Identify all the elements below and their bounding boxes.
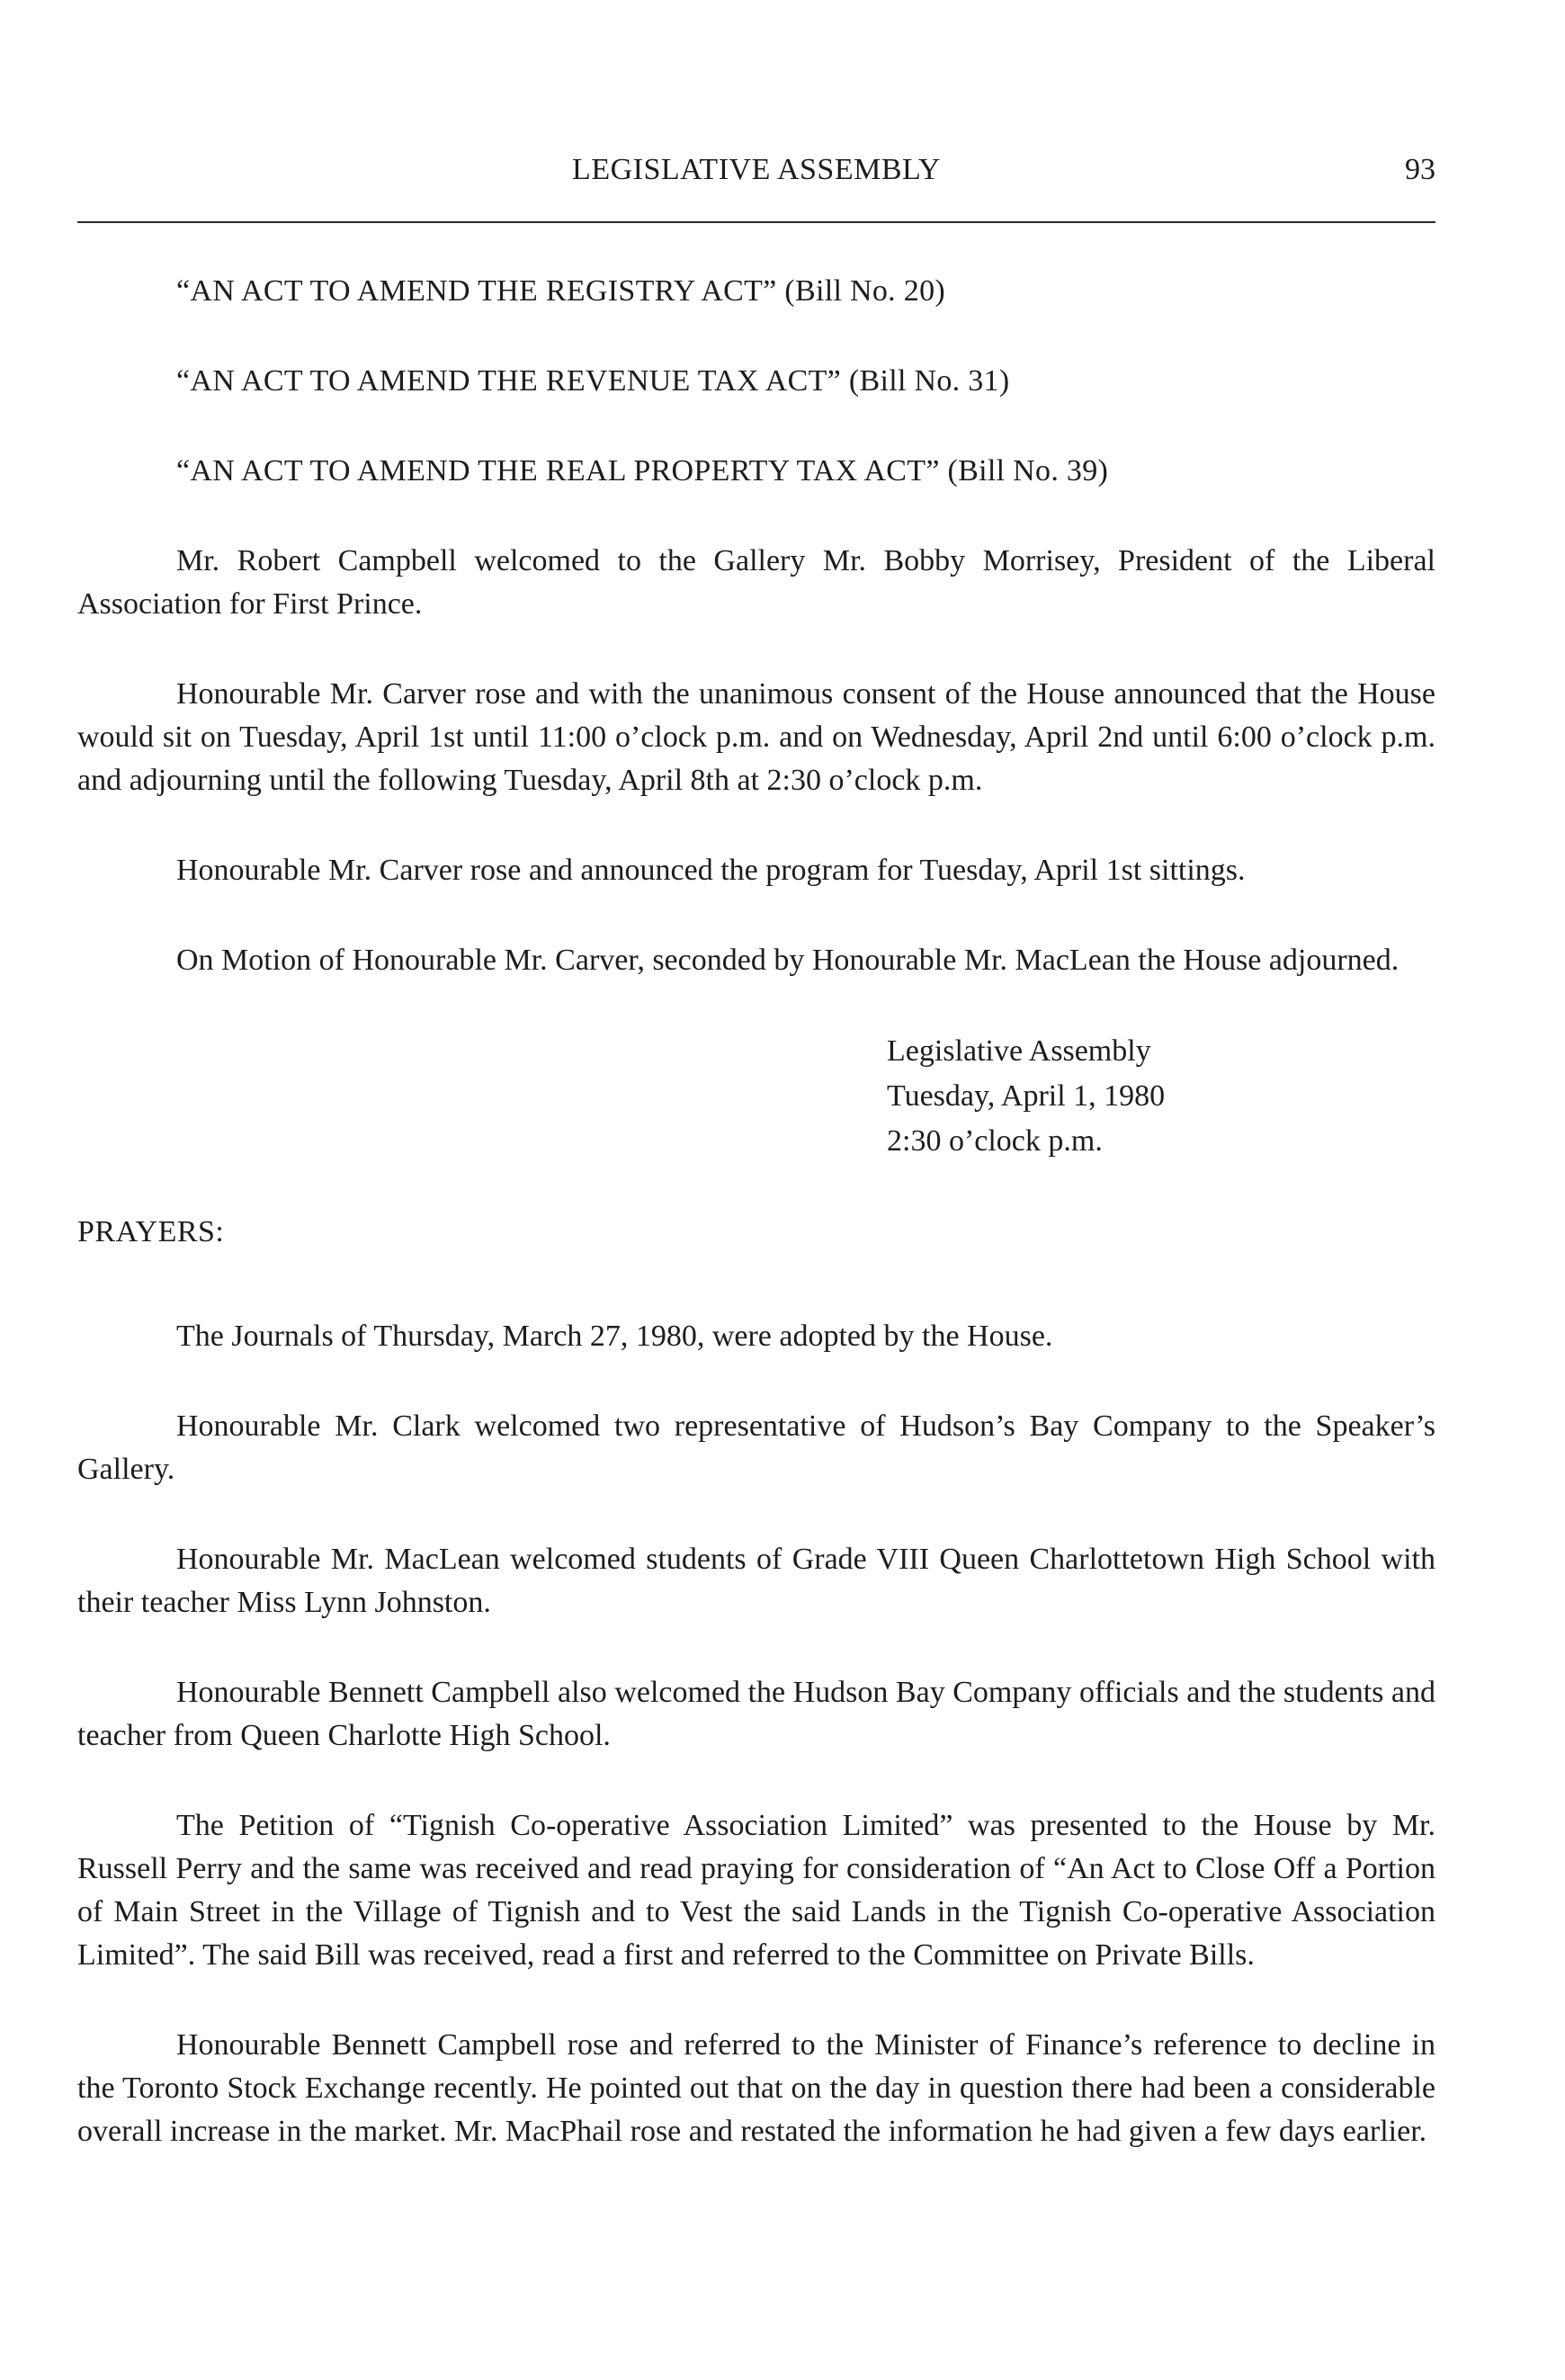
paragraph: Honourable Bennett Campbell rose and referred to the Minister of Finance’s reference to decline in the Toronto Stock Exchange recently. He pointed out that on the day in question there had been a considerable overall increase in the market. Mr. MacPhail rose and restated the information he had given a few days earlier. — [77, 2028, 1435, 2148]
paragraph: On Motion of Honourable Mr. Carver, seconded by Honourable Mr. MacLean the House adjourned. — [176, 944, 1400, 977]
sitting-body: Legislative Assembly — [887, 1034, 1151, 1068]
paragraph: Mr. Robert Campbell welcomed to the Gallery Mr. Bobby Morrisey, President of the Liberal Association for First Prince. — [77, 544, 1435, 621]
bill-entry: “AN ACT TO AMEND THE REAL PROPERTY TAX ACT” (Bill No. 39) — [176, 454, 1109, 488]
paragraph: The Journals of Thursday, March 27, 1980, were adopted by the House. — [176, 1320, 1053, 1353]
prayers-heading: PRAYERS: — [77, 1215, 225, 1248]
header-rule — [77, 221, 1435, 223]
paragraph: Honourable Mr. Clark welcomed two representative of Hudson’s Bay Company to the Speaker’s Gallery. — [77, 1409, 1435, 1486]
journal-body — [77, 270, 1435, 2200]
paragraph: Honourable Mr. Carver rose and with the unanimous consent of the House announced that the House would sit on Tuesday, April 1st until 11:00 o’clock p.m. and on Wednesday, April 2nd until 6:00 o’clock p.m. and adjourning until the following Tuesday, April 8th at 2:30 o’clock p.m. — [77, 677, 1435, 797]
paragraph: Honourable Bennett Campbell also welcomed the Hudson Bay Company officials and the students and teacher from Queen Charlotte High School. — [77, 1676, 1435, 1752]
running-title: LEGISLATIVE ASSEMBLY — [572, 153, 941, 186]
page-number: 93 — [1405, 153, 1435, 186]
sitting-heading — [887, 1029, 1435, 1164]
paragraph: The Petition of “Tignish Co-operative Association Limited” was presented to the House by Mr. Russell Perry and the same was received and read praying for consideration of “An Act to Close Off a Portion of Main Street in the Village of Tignish and to Vest the said Lands in the Tignish Co-operative Association Limited”. The said Bill was received, read a first and referred to the Committee on Private Bills. — [77, 1809, 1435, 1972]
paragraph: Honourable Mr. Carver rose and announced the program for Tuesday, April 1st sittings. — [176, 854, 1246, 887]
bill-entry: “AN ACT TO AMEND THE REGISTRY ACT” (Bill No. 20) — [176, 274, 945, 308]
page-header — [77, 153, 1435, 218]
sitting-date: Tuesday, April 1, 1980 — [887, 1079, 1166, 1113]
bill-entry: “AN ACT TO AMEND THE REVENUE TAX ACT” (Bill No. 31) — [176, 364, 1010, 398]
paragraph: Honourable Mr. MacLean welcomed students of Grade VIII Queen Charlottetown High School with their teacher Miss Lynn Johnston. — [77, 1543, 1435, 1619]
sitting-time: 2:30 o’clock p.m. — [887, 1124, 1103, 1158]
